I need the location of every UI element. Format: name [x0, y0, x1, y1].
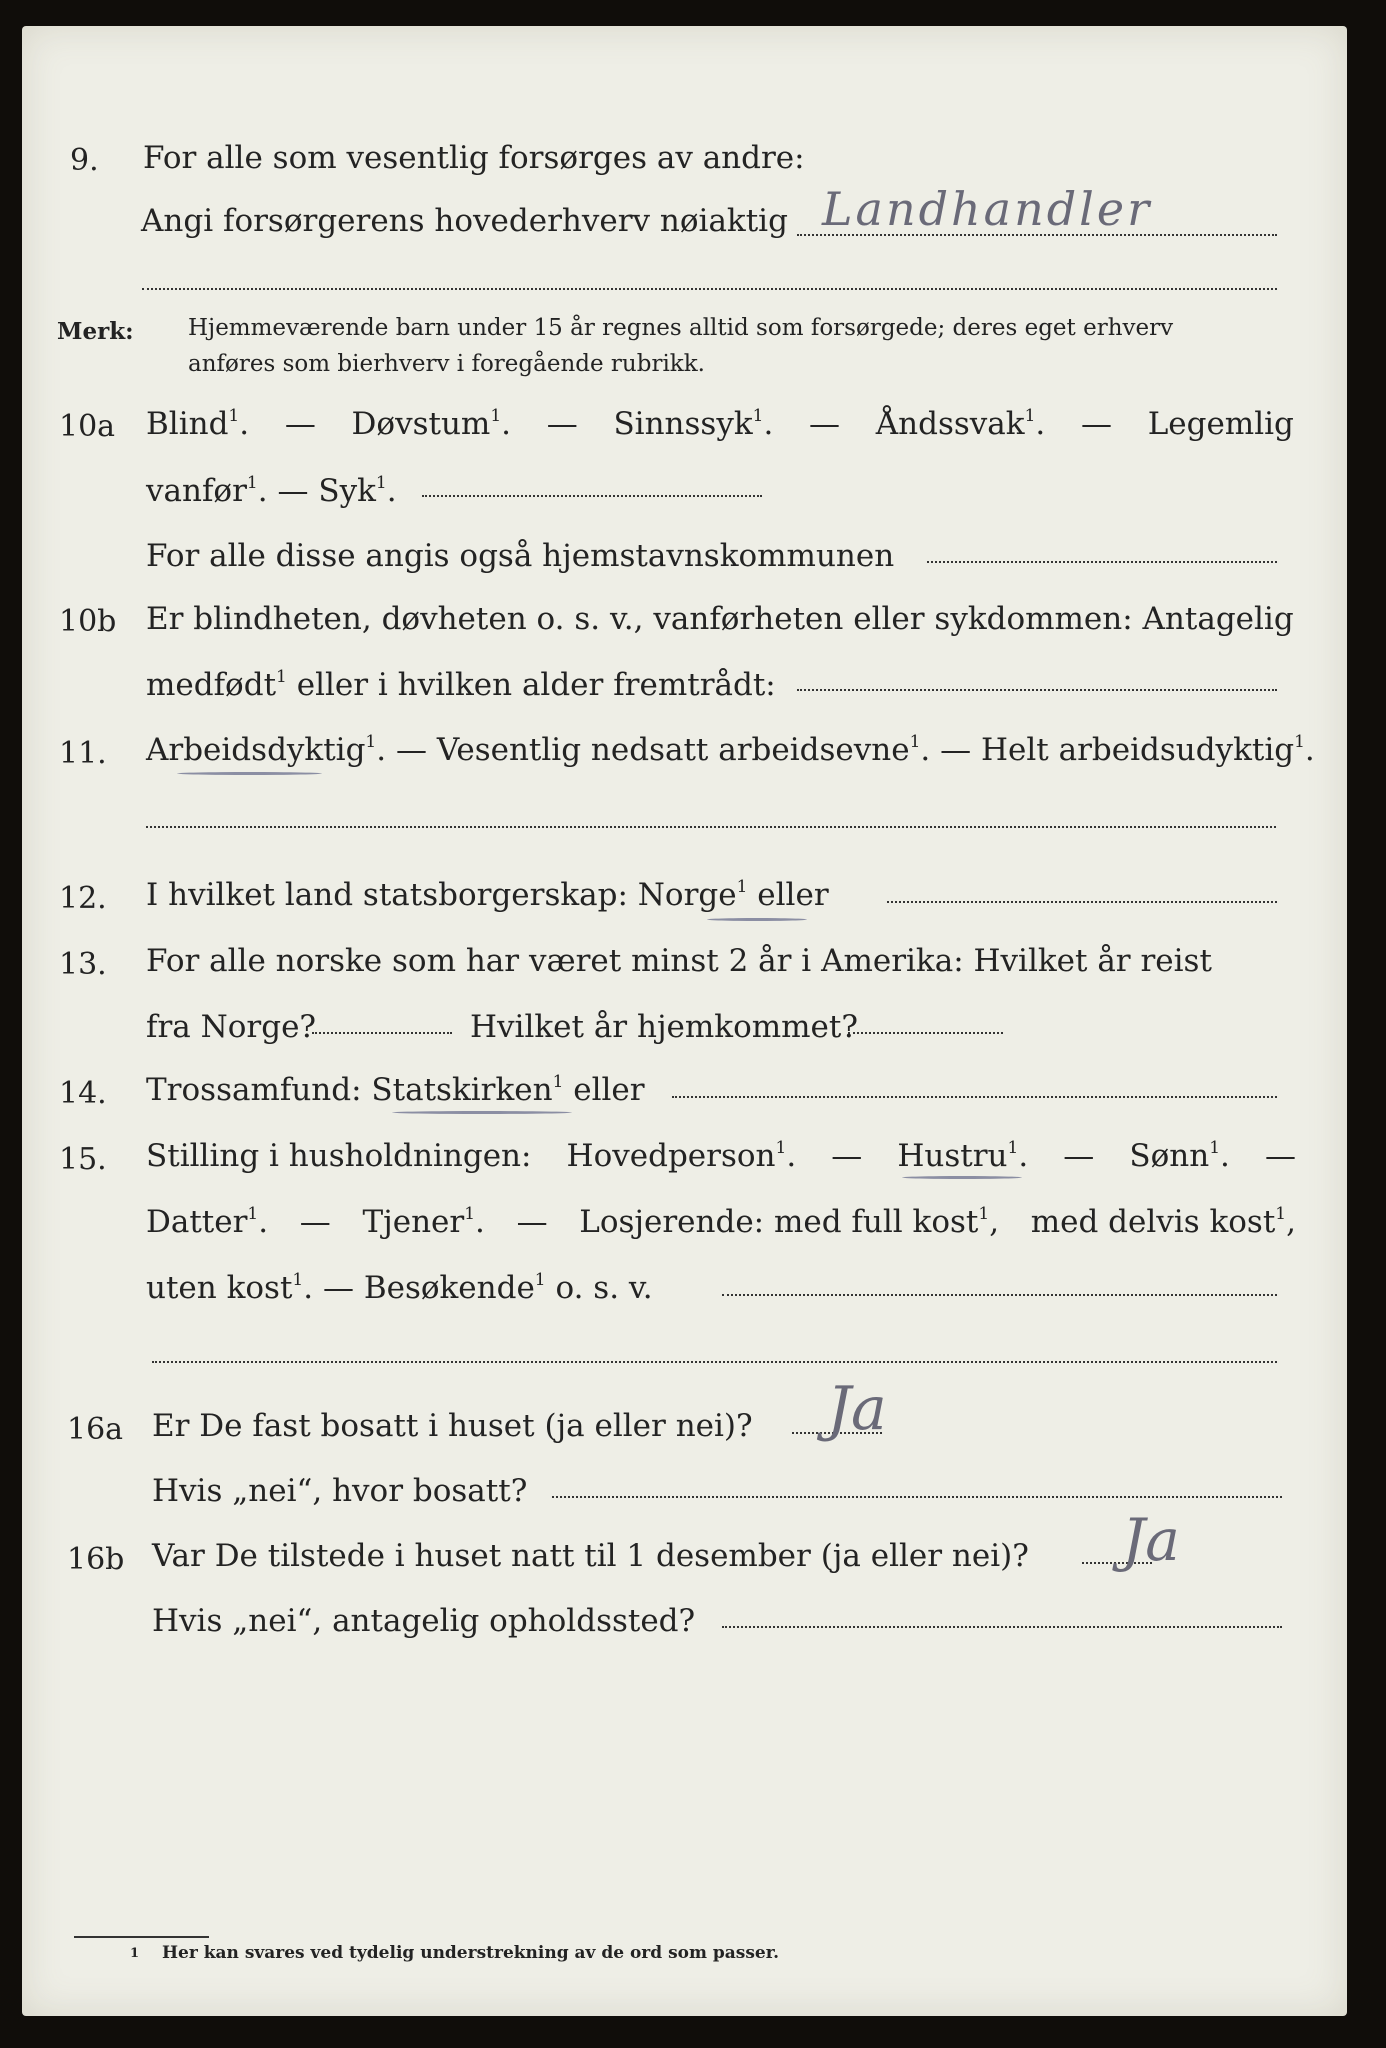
- dash: —: [809, 406, 841, 442]
- merk-line1: Hjemmeværende barn under 15 år regnes alltid som forsørgede; deres eget erhverv: [188, 315, 1174, 341]
- dash: —: [516, 1204, 548, 1240]
- q10a-dovstum: Døvstum$^1$.: [351, 406, 511, 442]
- q10a-line3: For alle disse angis også hjemstavnskommunen: [146, 538, 895, 574]
- q10b-line2-rest: eller i hvilken alder fremtrådt:: [296, 667, 776, 703]
- q10a-vanfor: vanfør: [146, 473, 247, 509]
- q10a-number: 10a: [59, 409, 116, 444]
- q15-datter: Datter$^1$.: [146, 1204, 269, 1240]
- q16a-line1: Er De fast bosatt i huset (ja eller nei)?: [152, 1408, 753, 1444]
- q9-line1: For alle som vesentlig forsørges av andre:: [143, 140, 805, 176]
- dash: —: [322, 1270, 354, 1306]
- q14-statskirken: Statskirken: [371, 1072, 553, 1108]
- q14-number: 14.: [59, 1076, 107, 1111]
- q15-besokende: Besøkende: [363, 1270, 535, 1306]
- dash: —: [395, 732, 427, 768]
- q11-answer-line: [146, 826, 1276, 828]
- q16a-line2: Hvis „nei“, hvor bosatt?: [152, 1473, 528, 1509]
- q15-hustru: Hustru$^1$.: [897, 1138, 1029, 1174]
- q12-answer-line: [887, 901, 1277, 903]
- census-form-page: [22, 26, 1347, 2016]
- q10a-syk-line: [422, 495, 762, 497]
- q10a-syk: Syk: [318, 473, 376, 509]
- q14-underline-mark: [392, 1111, 572, 1114]
- q10b-answer-line: [797, 689, 1277, 691]
- q13-hjemkommet-line: [848, 1032, 1003, 1034]
- q16a-bosatt-line: [552, 1496, 1282, 1498]
- footnote-rule: [74, 1936, 209, 1938]
- q10a-sinnssyk: Sinnssyk$^1$.: [613, 406, 774, 442]
- q10a-legemlig: Legemlig: [1147, 406, 1294, 442]
- q16b-number: 16b: [67, 1542, 125, 1577]
- q11-underline-mark: [177, 772, 322, 775]
- q14-answer-line: [672, 1096, 1277, 1098]
- q10a-andssvak: Åndssvak$^1$.: [875, 406, 1046, 442]
- q9-second-line: [142, 288, 1277, 290]
- q10a-blind: Blind$^1$.: [146, 406, 250, 442]
- q16a-handwritten-answer: Ja: [827, 1374, 887, 1444]
- q13-line2a: fra Norge?: [146, 1009, 317, 1045]
- q16b-line1: Var De tilstede i huset natt til 1 desember (ja eller nei)?: [152, 1538, 1029, 1574]
- q15-osv: o. s. v.: [555, 1270, 653, 1306]
- q12-text: I hvilket land statsborgerskap:: [146, 877, 628, 913]
- q10b-line1: Er blindheten, døvheten o. s. v., vanførheten eller sykdommen: Antagelig: [146, 601, 1294, 637]
- q13-number: 13.: [59, 947, 107, 982]
- q14-eller: eller: [573, 1072, 645, 1108]
- dash: —: [1063, 1138, 1095, 1174]
- dash: —: [1080, 406, 1112, 442]
- footnote-text: Her kan svares ved tydelig understrekning av de ord som passer.: [162, 1943, 780, 1963]
- q12-line: I hvilket land statsborgerskap: Norge$^1$ eller: [146, 877, 829, 913]
- footnote-mark: 1: [130, 1946, 140, 1961]
- q10a-line2: vanfør$^1$. — Syk$^1$.: [146, 473, 397, 509]
- dash: —: [277, 473, 309, 509]
- q15-second-line: [152, 1361, 1277, 1363]
- q15-delvis: med delvis kost$^1$,: [1030, 1204, 1296, 1240]
- q12-norge: Norge: [637, 877, 737, 913]
- q11-line1: Arbeidsdyktig$^1$. — Vesentlig nedsatt arbeidsevne$^1$. — Helt arbeidsudyktig$^1$.: [146, 732, 1315, 768]
- q13-reist-line: [312, 1032, 452, 1034]
- q15-losjerende: Losjerende: med full kost$^1$,: [579, 1204, 1000, 1240]
- q16b-line2: Hvis „nei“, antagelig opholdssted?: [152, 1603, 696, 1639]
- q16b-handwritten-answer: Ja: [1122, 1506, 1180, 1574]
- q9-handwritten-answer: Landhandler: [822, 182, 1153, 236]
- q15-hovedperson: Hovedperson$^1$.: [566, 1138, 797, 1174]
- q15-stilling: Stilling i husholdningen:: [146, 1138, 532, 1174]
- q10b-line2: medfødt$^1$ eller i hvilken alder fremtrådt:: [146, 667, 776, 703]
- q15-sonn: Sønn$^1$.: [1129, 1138, 1230, 1174]
- q10a-line1: [146, 406, 1294, 442]
- dash: —: [1264, 1138, 1296, 1174]
- q10b-medfodt: medfødt: [146, 667, 277, 703]
- q12-underline-mark: [707, 918, 807, 921]
- q11-nedsatt: Vesentlig nedsatt arbeidsevne: [436, 732, 910, 768]
- dash: —: [940, 732, 972, 768]
- q11-arbeidsdyktig: Arbeidsdyktig: [146, 732, 366, 768]
- q15-underline-mark: [902, 1176, 1022, 1179]
- dash: —: [284, 406, 316, 442]
- dash: —: [546, 406, 578, 442]
- q12-eller: eller: [757, 877, 829, 913]
- q15-answer-line: [722, 1294, 1277, 1296]
- q10b-number: 10b: [59, 604, 117, 639]
- q15-uten: uten kost: [146, 1270, 293, 1306]
- q12-number: 12.: [59, 881, 107, 916]
- q14-line: Trossamfund: Statskirken$^1$ eller: [146, 1072, 645, 1108]
- q11-udyktig: Helt arbeidsudyktig: [980, 732, 1295, 768]
- q10a-hjemstavn-line: [927, 561, 1277, 563]
- q15-line2: [146, 1204, 1296, 1240]
- q15-line3: uten kost$^1$. — Besøkende$^1$ o. s. v.: [146, 1270, 653, 1306]
- q13-line1: For alle norske som har været minst 2 år i Amerika: Hvilket år reist: [146, 943, 1212, 979]
- q16a-number: 16a: [67, 1412, 124, 1447]
- q13-line2b: Hvilket år hjemkommet?: [470, 1009, 858, 1045]
- q15-line1: [146, 1138, 1296, 1174]
- q16b-opholdssted-line: [722, 1626, 1282, 1628]
- merk-label: Merk:: [57, 318, 134, 345]
- merk-line2: anføres som bierhverv i foregående rubrikk.: [188, 351, 705, 377]
- dash: —: [299, 1204, 331, 1240]
- q11-number: 11.: [59, 736, 107, 771]
- q9-number: 9.: [70, 143, 99, 178]
- q9-line2: Angi forsørgerens hovederhverv nøiaktig: [141, 203, 788, 239]
- dash: —: [831, 1138, 863, 1174]
- q15-tjener: Tjener$^1$.: [362, 1204, 485, 1240]
- q14-text: Trossamfund:: [146, 1072, 362, 1108]
- q15-number: 15.: [59, 1142, 107, 1177]
